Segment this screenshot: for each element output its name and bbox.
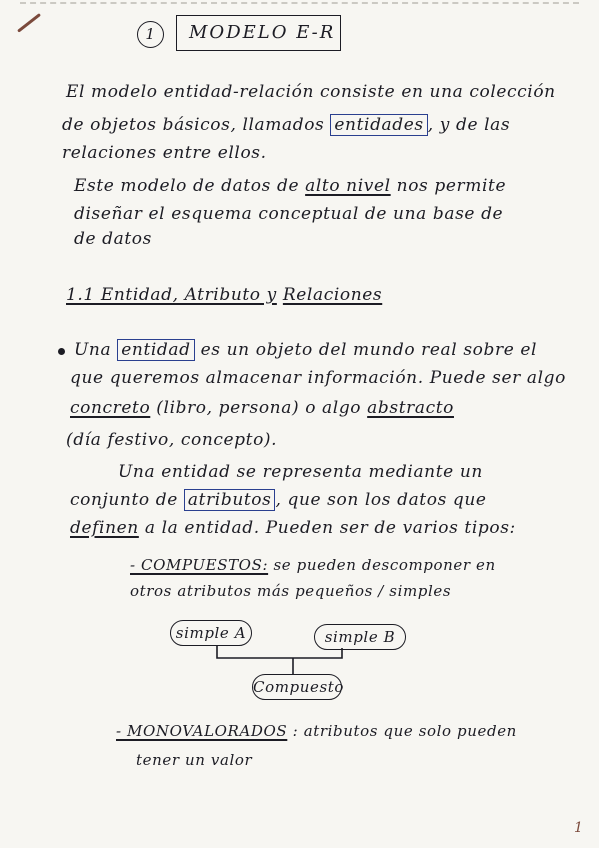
entity-line-1: Una entidad es un objeto del mundo real sobre el bbox=[74, 340, 538, 360]
term-entidades: entidades bbox=[330, 114, 427, 136]
attribute-simple-b: simple B bbox=[314, 624, 406, 650]
intro-line-3: relaciones entre ellos. bbox=[62, 143, 267, 163]
term-entidad: entidad bbox=[117, 339, 194, 361]
label-compuestos: - COMPUESTOS: bbox=[130, 556, 269, 574]
section-heading: 1.1 Entidad, Atributo y Relaciones bbox=[66, 285, 383, 305]
intro-line-5: diseñar el esquema conceptual de una base de bbox=[74, 204, 504, 224]
entity-line-5: Una entidad se representa mediante un bbox=[118, 462, 483, 482]
intro-line-2: de objetos básicos, llamados entidades , y de las bbox=[62, 115, 511, 135]
term-definen: definen bbox=[70, 518, 139, 538]
chapter-number: 1 bbox=[137, 21, 164, 48]
intro-line-1: El modelo entidad-relación consiste en una colección bbox=[66, 82, 556, 102]
mono-line-1: - MONOVALORADOS : atributos que solo pueden bbox=[116, 722, 517, 740]
entity-line-4: (día festivo, concepto). bbox=[66, 430, 278, 450]
mono-line-2: tener un valor bbox=[136, 751, 253, 769]
term-abstracto: abstracto bbox=[367, 398, 454, 418]
compuestos-line-1: - COMPUESTOS: se pueden descomponer en bbox=[130, 556, 496, 574]
intro-line-6: de datos bbox=[74, 229, 152, 249]
term-concreto: concreto bbox=[70, 398, 151, 418]
term-atributos: atributos bbox=[184, 489, 276, 511]
term-alto-nivel: alto nivel bbox=[305, 176, 391, 196]
entity-line-6: conjunto de atributos , que son los datos que bbox=[70, 490, 487, 510]
page-number: 1 bbox=[574, 820, 584, 836]
label-monovalorados: - MONOVALORADOS bbox=[116, 722, 288, 740]
attribute-compuesto: Compuesto bbox=[252, 674, 342, 700]
entity-line-7: definen a la entidad. Pueden ser de varios tipos: bbox=[70, 518, 516, 538]
chapter-title: MODELO E-R bbox=[189, 22, 336, 43]
attribute-simple-a: simple A bbox=[170, 620, 252, 646]
entity-line-3: concreto (libro, persona) o algo abstracto bbox=[70, 398, 454, 418]
entity-line-2: que queremos almacenar información. Puede ser algo bbox=[70, 368, 566, 388]
intro-line-4: Este modelo de datos de alto nivel nos permite bbox=[74, 176, 507, 196]
compuestos-line-2: otros atributos más pequeños / simples bbox=[130, 582, 452, 600]
